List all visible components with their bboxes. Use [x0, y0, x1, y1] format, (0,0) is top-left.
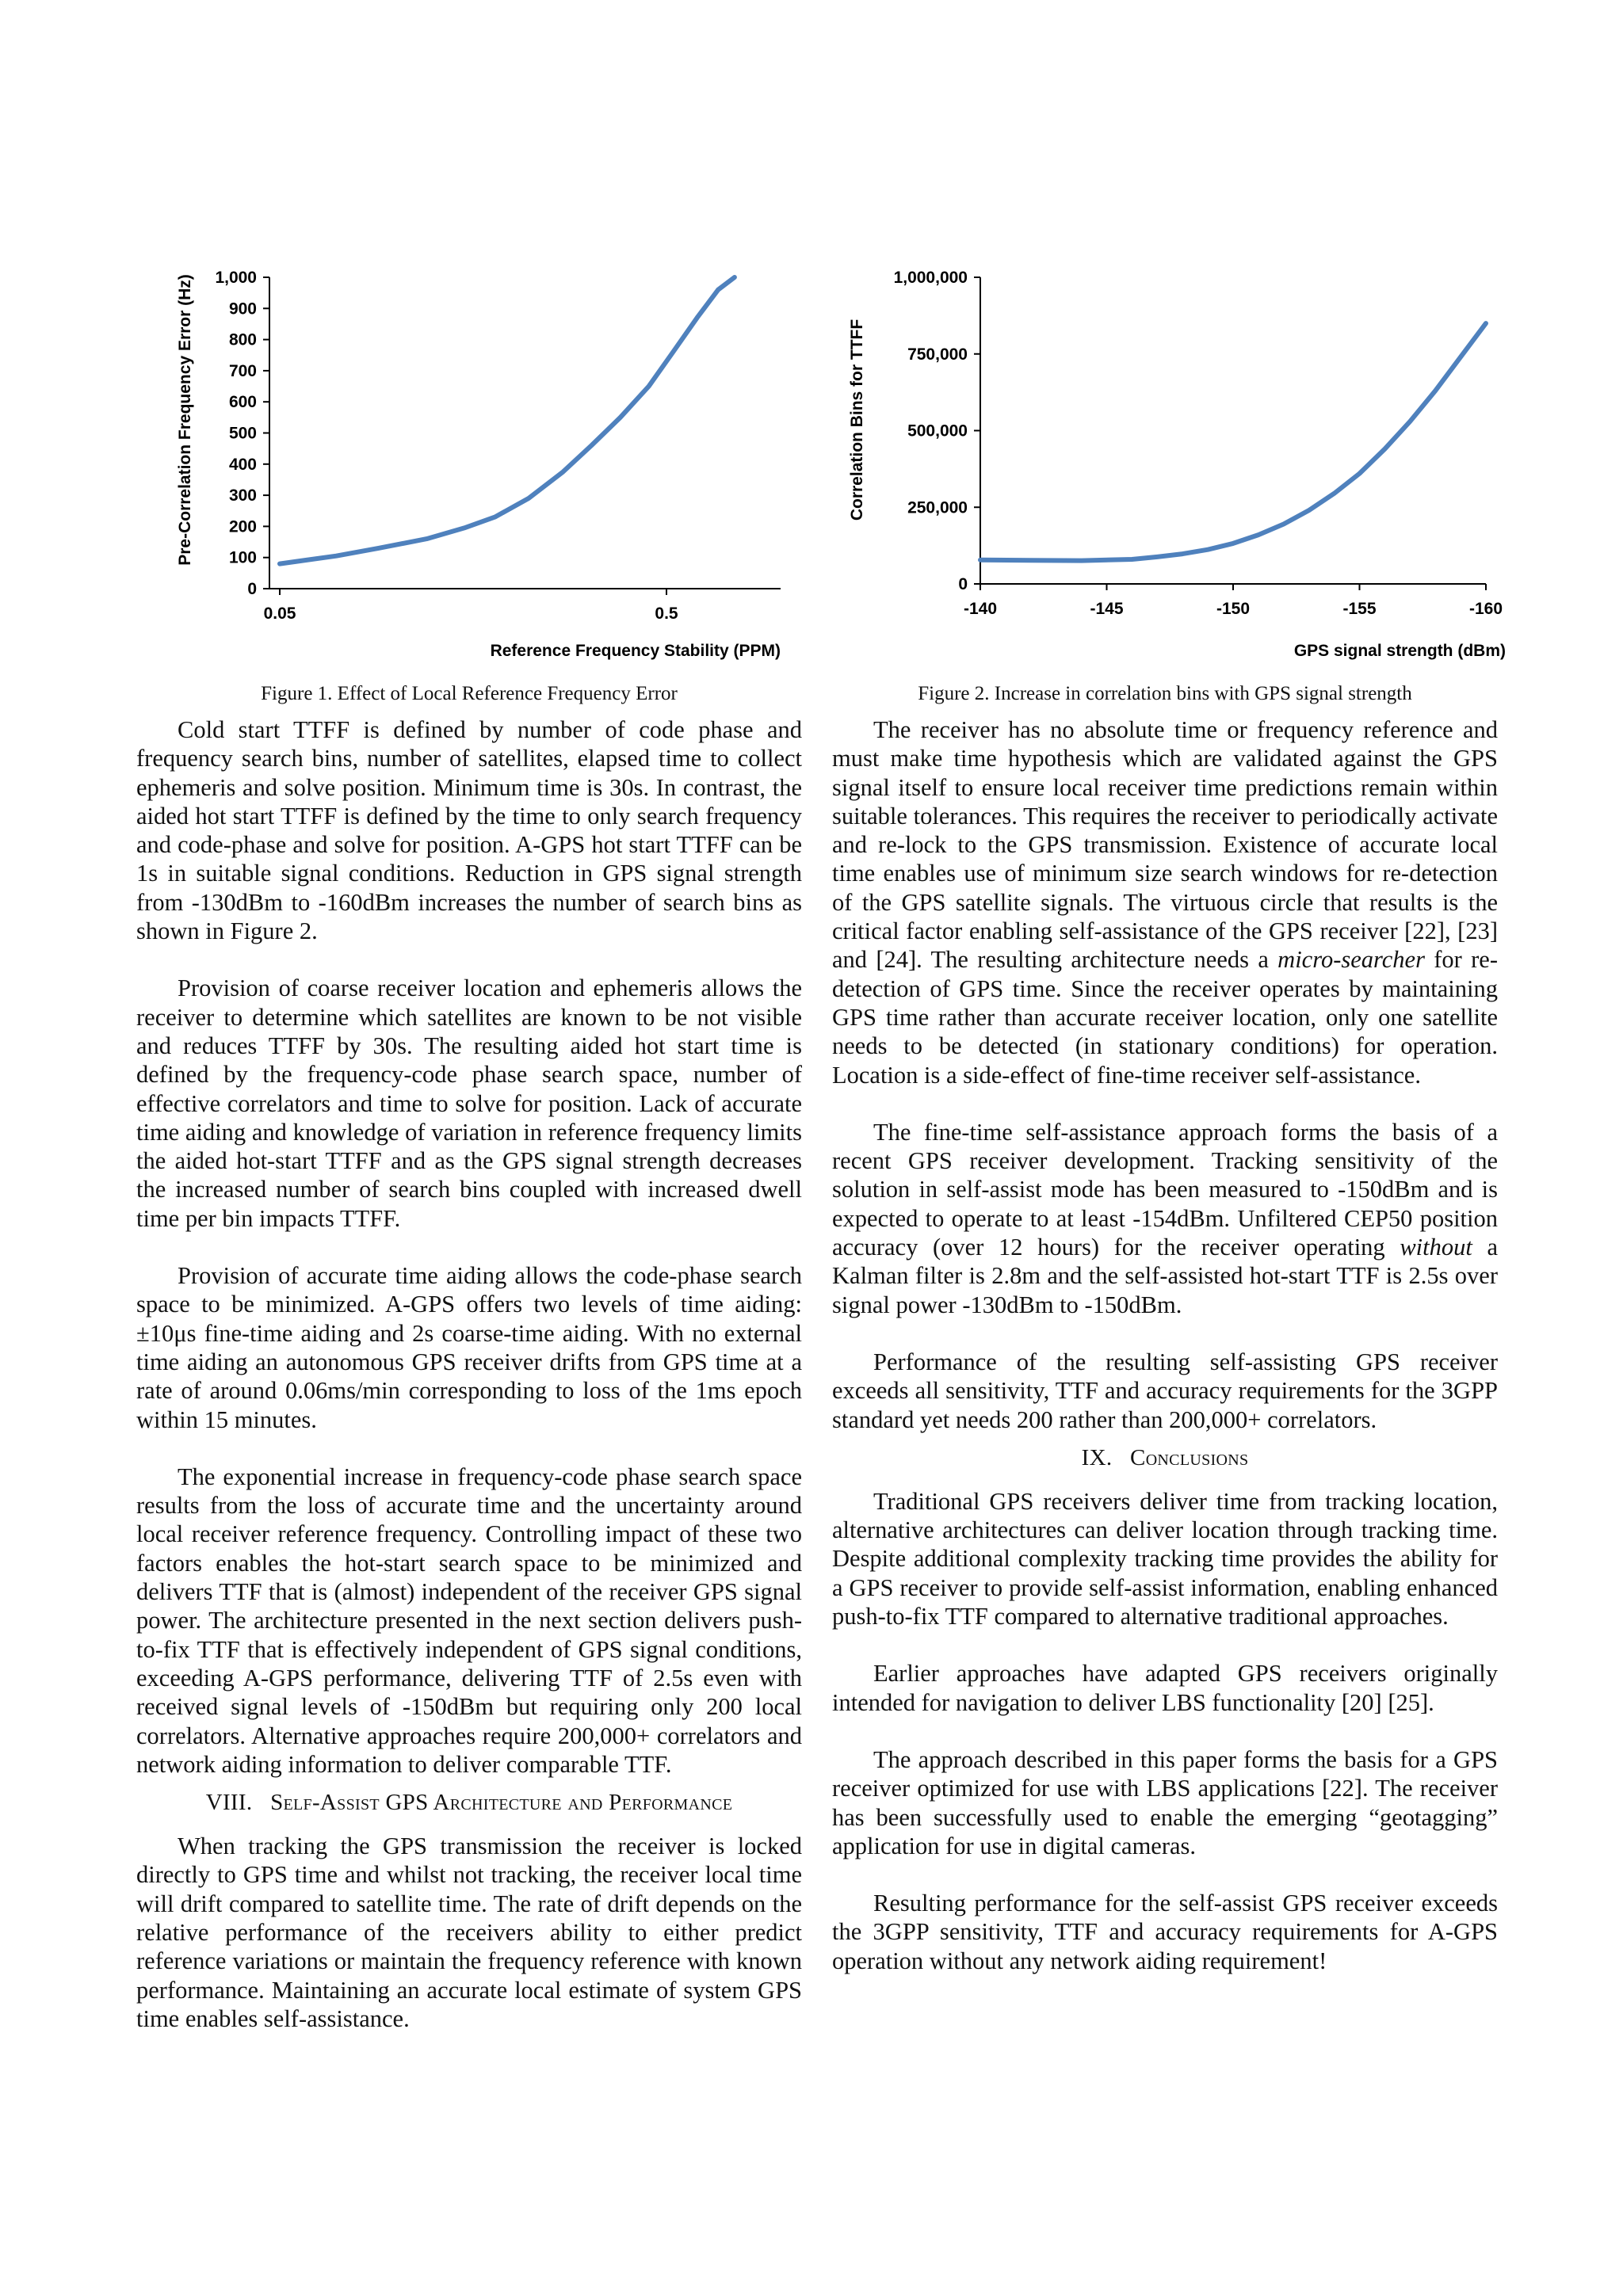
- section-title: Conclusions: [1130, 1444, 1249, 1470]
- y-tick-label: 1,000,000: [893, 269, 968, 287]
- section-title: Self-Assist GPS Architecture and Performance: [270, 1790, 733, 1816]
- x-tick-label: 0.5: [655, 605, 678, 623]
- figure-1: [166, 261, 800, 673]
- figure-1-series-line: [280, 277, 735, 564]
- figure-2-series-line: [980, 323, 1486, 560]
- text-run: for re-detection of GPS time. Since the receiver operates by maintaining GPS time rather than accurate receiver location, only one satellite needs to be detected (in stationary conditions) for operation. Location is a side-effect of fine-time receiver self-assistance.: [832, 946, 1498, 1089]
- section-number: VIII.: [205, 1790, 253, 1816]
- x-tick-label: -150: [1216, 600, 1251, 618]
- y-tick-label: 250,000: [907, 498, 968, 517]
- figure-1-x-axis-label: Reference Frequency Stability (PPM): [490, 642, 781, 660]
- paragraph: Earlier approaches have adapted GPS receivers originally intended for navigation to deliver LBS functionality [20] [25].: [832, 1660, 1498, 1716]
- y-tick-label: 400: [228, 455, 257, 474]
- figure-2-chart: [840, 261, 1514, 673]
- text-run: The receiver has no absolute time or frequency reference and must make time hypothesis which are validated against the GPS signal itself to ensure local receiver time predictions remain within suitable tolerances. This requires the receiver to periodically activate and re-lock to the GPS transmission. Existence of accurate local time enables use of minimum size search windows for re-detection of the GPS satellite signals. The virtuous circle that results is the critical factor enabling self-assistance of the GPS receiver [22], [23] and [24]. The resulting architecture needs a: [832, 716, 1498, 974]
- paragraph: When tracking the GPS transmission the receiver is locked directly to GPS time and whilst not tracking, the receiver local time will drift compared to satellite time. The rate of drift depends on the relative performance of the receivers ability to either predict reference variations or maintain the frequency reference with known performance. Maintaining an accurate local estimate of system GPS time enables self-assistance.: [136, 1833, 802, 2032]
- figure-2: [840, 261, 1514, 673]
- paragraph: Cold start TTFF is defined by number of code phase and frequency search bins, number of satellites, elapsed time to collect ephemeris and solve position. Minimum time is 30s. In contrast, the aided hot start TTFF is defined by the time to only search frequency and code-phase and solve for position. A-GPS hot start TTFF can be 1s in suitable signal conditions. Reduction in GPS signal strength from -130dBm to -160dBm increases the number of search bins as shown in Figure 2.: [136, 716, 802, 945]
- paragraph: Resulting performance for the self-assist GPS receiver exceeds the 3GPP sensitivity, TTF and accuracy requirements for A-GPS operation without any network aiding requirement!: [832, 1890, 1498, 1974]
- x-tick-label: -145: [1090, 600, 1124, 618]
- section-heading-viii: [136, 1790, 802, 1816]
- text-run: The fine-time self-assistance approach forms the basis of a recent GPS receiver development. Tracking sensitivity of the solution in self-assist mode has been measured to -150dBm and is expected to operate to at least -154dBm. Unfiltered CEP50 position accuracy (over 12 hours) for the receiver operating: [832, 1118, 1498, 1261]
- paragraph: Traditional GPS receivers deliver time from tracking location, alternative architectures can deliver location through tracking time. Despite additional complexity tracking time provides the ability for a GPS receiver to provide self-assist information, enabling enhanced push-to-fix TTF compared to alternative traditional approaches.: [832, 1487, 1498, 1630]
- paragraph: The exponential increase in frequency-code phase search space results from the loss of accurate time and the uncertainty around local receiver reference frequency. Controlling impact of these two factors enables the hot-start search space to be minimized and delivers TTF that is (almost) independent of the receiver GPS signal power. The architecture presented in the next section delivers push-to-fix TTF that is effectively independent of GPS signal conditions, exceeding A-GPS performance, delivering TTF of 2.5s even with received signal levels of -150dBm but requiring only 200 local correlators. Alternative approaches require 200,000+ correlators and network aiding information to deliver comparable TTF.: [136, 1463, 802, 1778]
- x-tick-label: -160: [1468, 600, 1503, 618]
- y-tick-label: 0: [958, 575, 968, 593]
- y-tick-label: 500: [228, 424, 257, 443]
- y-tick-label: 300: [228, 486, 257, 505]
- emphasis-text: micro-searcher: [1277, 946, 1425, 974]
- y-tick-label: 900: [228, 299, 257, 318]
- y-tick-label: 1,000: [215, 269, 257, 287]
- paragraph: [832, 1118, 1498, 1319]
- left-column: [136, 715, 802, 2061]
- y-tick-label: 700: [228, 361, 257, 380]
- figure-1-chart: [166, 261, 800, 673]
- section-number: IX.: [1081, 1444, 1113, 1470]
- figure-2-caption: Figure 2. Increase in correlation bins with GPS signal strength: [918, 683, 1412, 704]
- paragraph: Performance of the resulting self-assisting GPS receiver exceeds all sensitivity, TTF and accuracy requirements for the 3GPP standard yet needs 200 rather than 200,000+ correlators.: [832, 1348, 1498, 1433]
- paragraph: Provision of coarse receiver location and ephemeris allows the receiver to determine which satellites are known to be not visible and reduces TTFF by 30s. The resulting aided hot start time is defined by the frequency-code phase search space, number of effective correlators and time to solve for position. Lack of accurate time aiding and knowledge of variation in reference frequency limits the aided hot-start TTFF and as the GPS signal strength decreases the increased number of search bins coupled with increased dwell time per bin impacts TTFF.: [136, 974, 802, 1232]
- x-tick-label: -140: [963, 600, 998, 618]
- y-tick-label: 100: [228, 548, 257, 567]
- y-tick-label: 0: [247, 580, 257, 598]
- figure-1-y-axis-label: Pre-Correlation Frequency Error (Hz): [176, 274, 194, 566]
- figure-1-caption: Figure 1. Effect of Local Reference Frequency Error: [261, 683, 678, 704]
- right-column: [832, 715, 1498, 2004]
- y-tick-label: 800: [228, 330, 257, 349]
- paragraph: The approach described in this paper forms the basis for a GPS receiver optimized for use with LBS applications [22]. The receiver has been successfully used to enable the emerging “geotagging” application for use in digital cameras.: [832, 1745, 1498, 1859]
- section-heading-ix: [832, 1445, 1498, 1471]
- y-tick-label: 750,000: [907, 345, 968, 364]
- figure-2-x-axis-label: GPS signal strength (dBm): [1293, 642, 1506, 660]
- emphasis-text: without: [1400, 1234, 1472, 1261]
- y-tick-label: 500,000: [907, 421, 968, 441]
- paragraph: [832, 715, 1498, 1089]
- figure-2-y-axis-label: Correlation Bins for TTFF: [848, 318, 866, 521]
- paragraph: Provision of accurate time aiding allows the code-phase search space to be minimized. A-GPS offers two levels of time aiding: ±10μs fine-time aiding and 2s coarse-time aiding. With no external time aiding an autonomous GPS receiver drifts from GPS time at a rate of around 0.06ms/min corresponding to loss of the 1ms epoch within 15 minutes.: [136, 1262, 802, 1433]
- text-run: a Kalman filter is 2.8m and the self-assisted hot-start TTF is 2.5s over signal power -130dBm to -150dBm.: [832, 1234, 1498, 1318]
- x-tick-label: -155: [1342, 600, 1377, 618]
- y-tick-label: 600: [228, 393, 257, 412]
- y-tick-label: 200: [228, 517, 257, 536]
- x-tick-label: 0.05: [263, 605, 296, 623]
